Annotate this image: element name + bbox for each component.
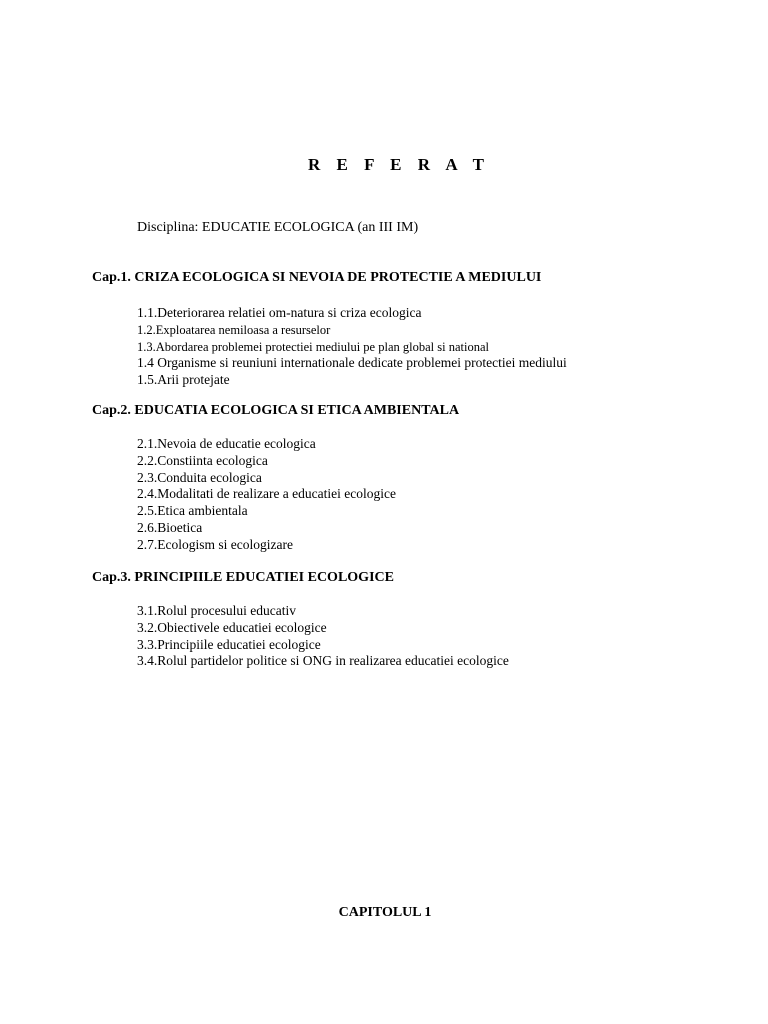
list-item: 3.1.Rolul procesului educativ bbox=[137, 603, 296, 618]
list-item: 2.4.Modalitati de realizare a educatiei ecologice bbox=[137, 486, 396, 502]
chapter-3-heading: Cap.3. PRINCIPIILE EDUCATIEI ECOLOGICE bbox=[92, 570, 394, 585]
chapter-title: CAPITOLUL 1 bbox=[338, 905, 432, 920]
list-item: 3.2.Obiectivele educatiei ecologice bbox=[137, 619, 327, 635]
list-item: 1.5.Arii protejate bbox=[137, 372, 230, 388]
list-item: 2.1.Nevoia de educatie ecologica bbox=[137, 436, 316, 451]
list-item: 3.3.Principiile educatiei ecologice bbox=[137, 636, 321, 652]
document-title: R E F E R A T bbox=[308, 155, 490, 174]
chapter-1-items bbox=[137, 305, 567, 389]
list-item: 2.6.Bioetica bbox=[137, 519, 203, 535]
list-item: 2.2.Constiinta ecologica bbox=[137, 452, 268, 468]
chapter-2-items bbox=[137, 436, 396, 554]
list-item: 2.5.Etica ambientala bbox=[137, 503, 248, 519]
chapter-3-items bbox=[137, 603, 509, 670]
list-item: 1.4 Organisme si reuniuni internationale dedicate problemei protectiei mediului bbox=[137, 355, 567, 371]
list-item: 1.3.Abordarea problemei protectiei mediului pe plan global si national bbox=[137, 339, 489, 354]
list-item: 1.2.Exploatarea nemiloasa a resurselor bbox=[137, 322, 331, 337]
list-item: 3.4.Rolul partidelor politice si ONG in realizarea educatiei ecologice bbox=[137, 653, 509, 669]
chapter-1-heading: Cap.1. CRIZA ECOLOGICA SI NEVOIA DE PROTECTIE A MEDIULUI bbox=[92, 270, 542, 285]
list-item: 2.3.Conduita ecologica bbox=[137, 469, 262, 485]
list-item: 2.7.Ecologism si ecologizare bbox=[137, 536, 293, 552]
list-item: 1.1.Deteriorarea relatiei om-natura si criza ecologica bbox=[137, 305, 422, 320]
chapter-2-heading: Cap.2. EDUCATIA ECOLOGICA SI ETICA AMBIENTALA bbox=[92, 403, 460, 418]
discipline-line: Disciplina: EDUCATIE ECOLOGICA (an III IM) bbox=[137, 220, 419, 235]
